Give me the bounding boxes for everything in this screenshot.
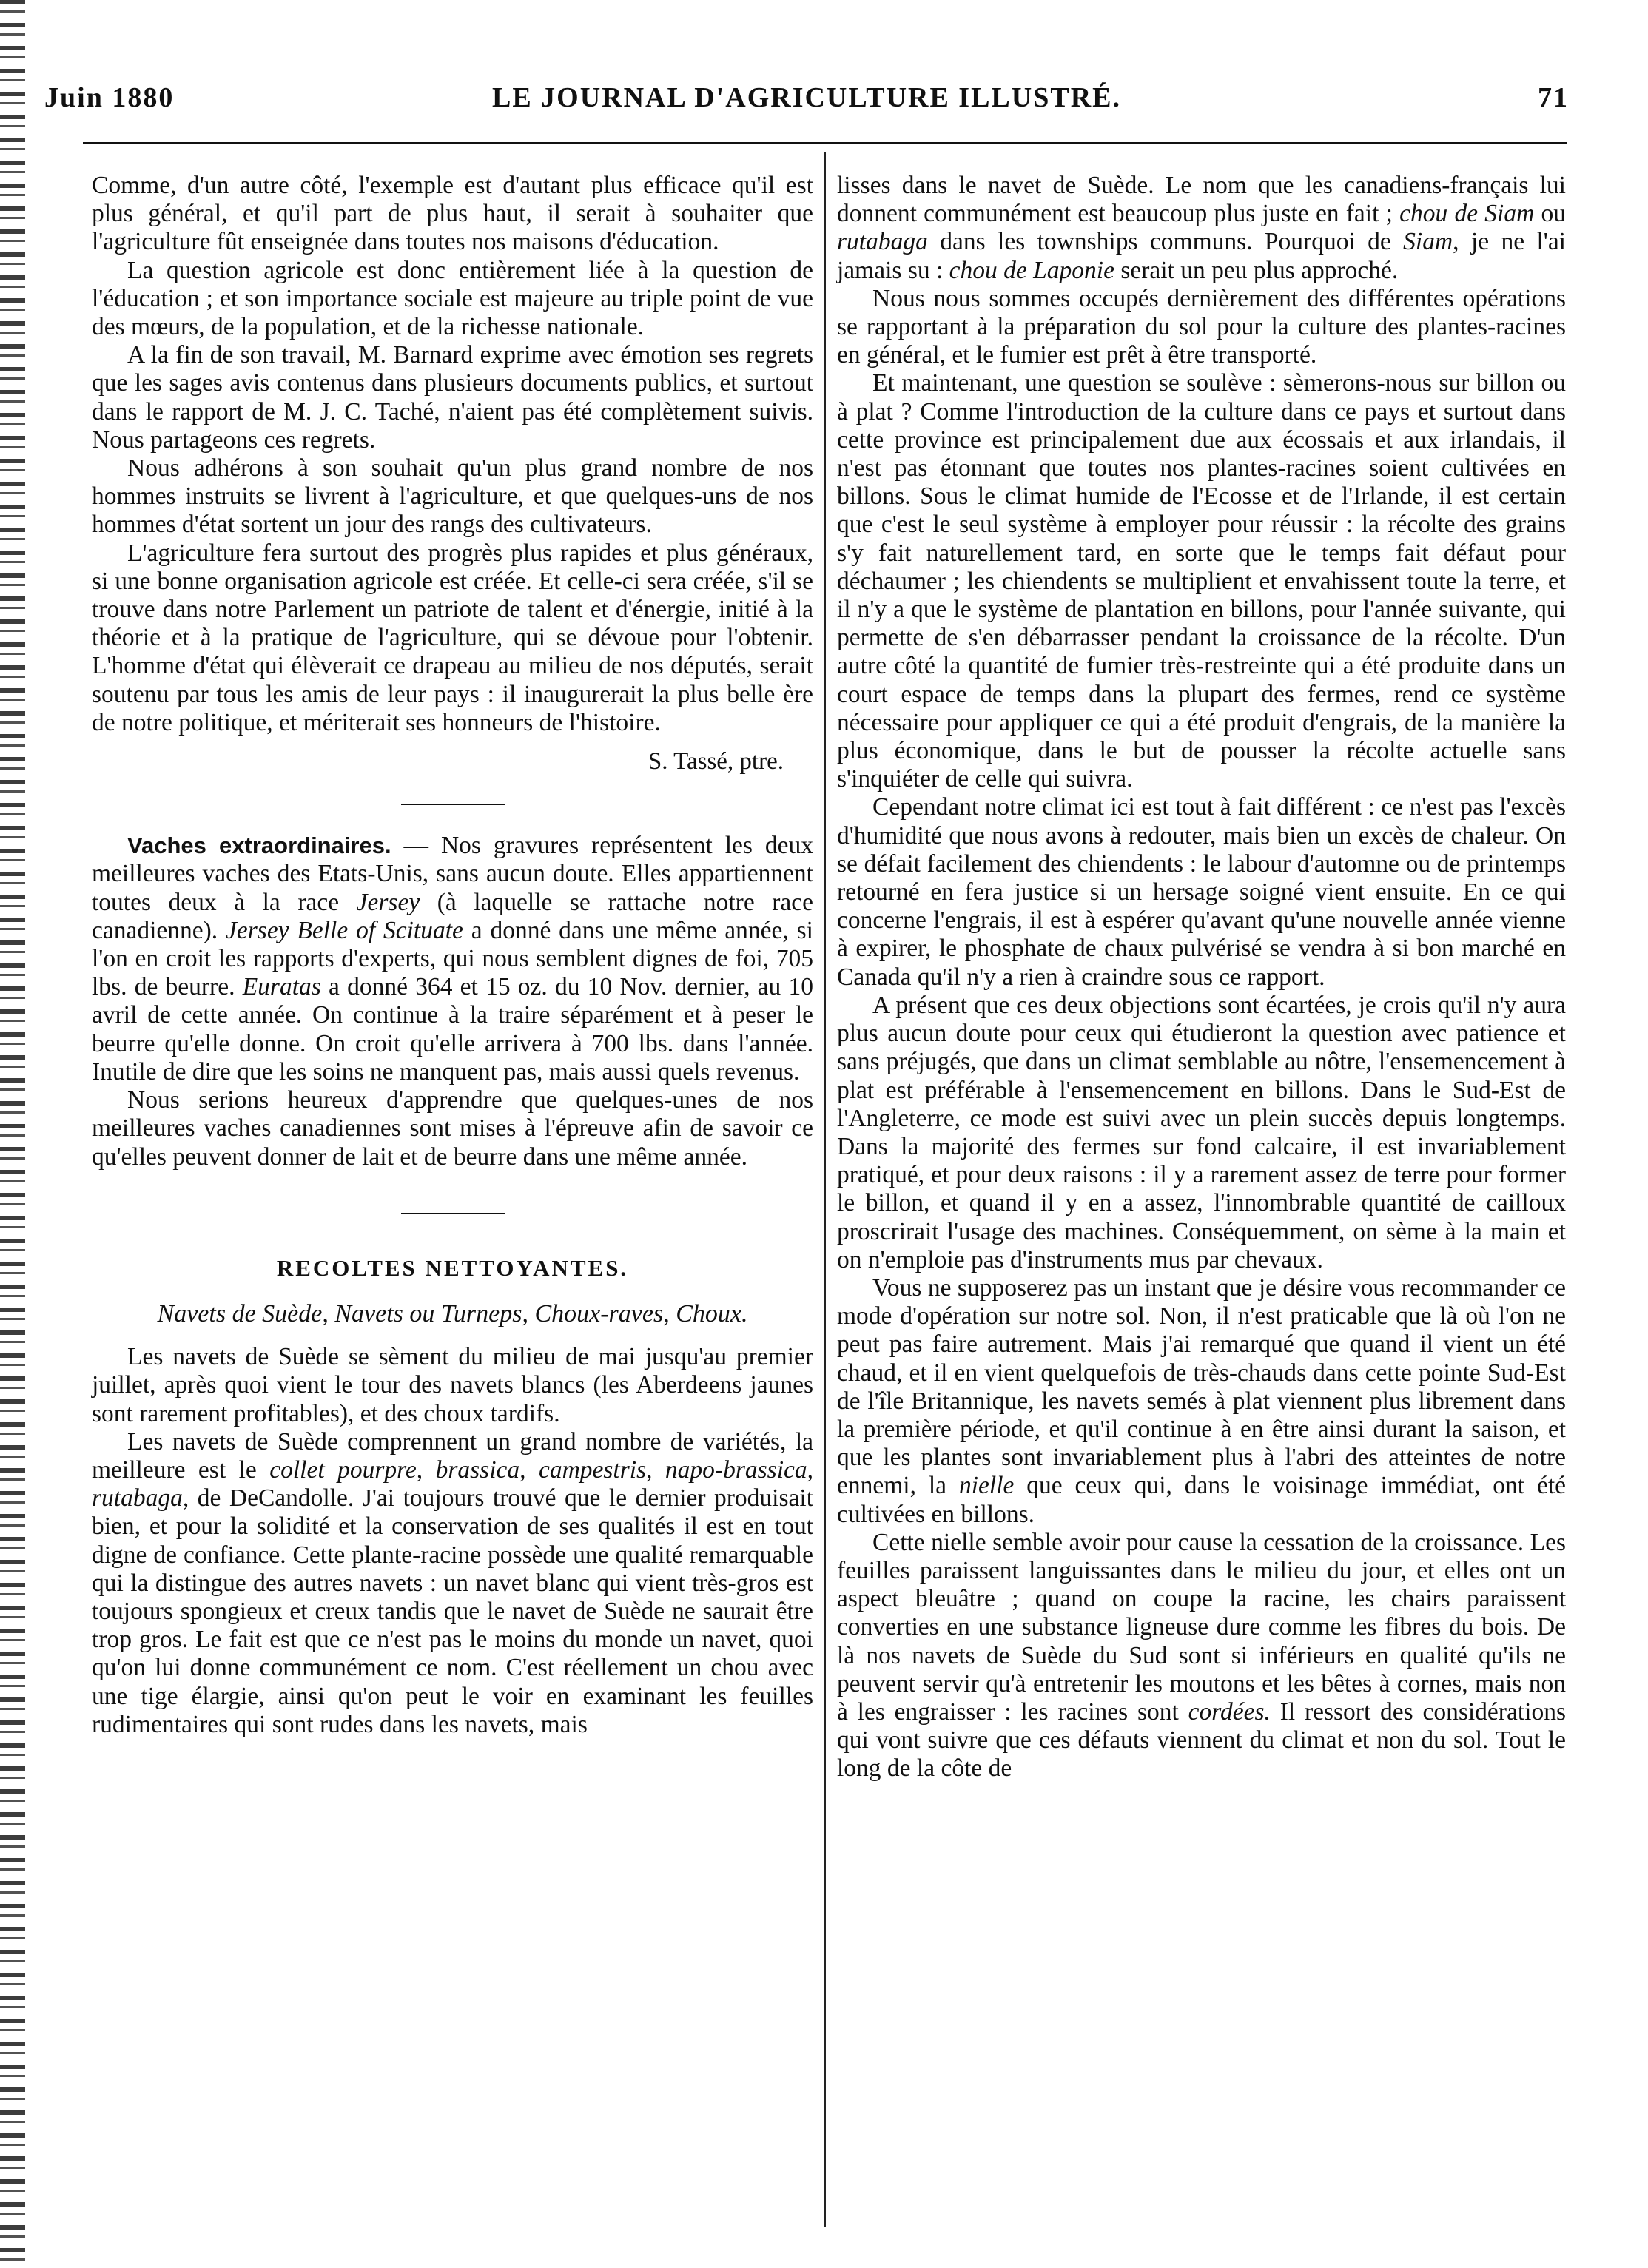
article-vaches: Vaches extraordinaires. — Nos gravures représentent les deux meilleures vaches des Etats-Unis, sans aucun doute. Elles appartiennent toutes deux à la race Jersey (à laquelle se rattache notre race canadienne). Jersey Belle of Scituate a donné dans une même année, si l'on en croit les rapports d'experts, qui nous semblent dignes de foi, 705 lbs. de beurre. Euratas a donné 364 et 15 oz. du 10 Nov. dernier, au 10 avril de cette année. On continue à la traire séparément et à peser le beurre qu'elle donne. On croit qu'elle arrivera à 700 lbs. dans l'année. Inutile de dire que les soins ne manquent pas, mais aussi quels revenus. [92, 832, 814, 1086]
paragraph: Vous ne supposerez pas un instant que je désire vous recommander ce mode d'opération sur notre sol. Non, il n'est praticable que là où l'on ne peut pas faire autrement. Mais j'ai remarqué que quand il vient un été chaud, et il en vient quelquefois de très-chauds dans cette pointe Sud-Est de l'île Britannique, les navets semés à plat viennent plus librement dans la première période, et qu'il continue à en être ainsi durant la saison, et que les plantes sont invariablement plus à l'abri des atteintes de notre ennemi, la nielle que ceux qui, dans le voisinage immédiat, ont été cultivées en billons. [837, 1273, 1567, 1528]
header-rule [83, 142, 1567, 144]
left-column [92, 172, 813, 1739]
header-date: Juin 1880 [44, 82, 175, 113]
article-runin-title: Vaches extraordinaires. [127, 832, 391, 859]
author-signature: S. Tassé, ptre. [648, 748, 784, 775]
page-number: 71 [1538, 82, 1569, 113]
section-title: RECOLTES NETTOYANTES. [276, 1254, 629, 1281]
paragraph: Les navets de Suède comprennent un grand nombre de variétés, la meilleure est le collet pourpre, brassica, campestris, napo-brassica, rutabaga, de DeCandolle. J'ai toujours trouvé que le dernier produisait bien, et pour la solidité et la conservation de ses qualités il est en tout digne de confiance. Cette plante-racine possède une qualité remarquable qui la distingue des autres navets : un navet blanc qui vient très-gros est toujours spongieux et creux tandis que le navet de Suède ne saurait être trop gros. Le fait est que ce n'est pas le moins du monde un navet, quoi qu'on lui donne communément ce nom. C'est réellement un chou avec une tige élargie, ainsi qu'on peut le voir en examinant les feuilles rudimentaires qui sont rudes dans les navets, mais [92, 1427, 813, 1738]
paragraph: Cette nielle semble avoir pour cause la cessation de la croissance. Les feuilles paraissent languissantes dans le milieu du jour, et elles ont un aspect bleuâtre ; quand on coupe la racine, les chairs paraissent converties en une substance ligneuse dure comme les fibres du bois. De là nos navets de Suède du Sud sont si inférieurs en qualité qu'ils ne peuvent servir qu'à entretenir les moutons et les bêtes à cornes, mais non à les engraisser : les racines sont cordées. Il ressort des considérations qui vont suivre que ces défauts viennent du climat et non du sol. Tout le long de la côte de [837, 1528, 1566, 1783]
section-divider [401, 804, 505, 805]
paragraph: Comme, d'un autre côté, l'exemple est d'autant plus efficace qu'il est plus général, et qu'il part de plus haut, il serait à souhaiter que l'agriculture fût enseignée dans toutes nos maisons d'éducation. [92, 172, 813, 256]
paragraph: L'agriculture fera surtout des progrès plus rapides et plus généraux, si une bonne organisation agricole est créée. Et celle-ci sera créée, s'il se trouve dans notre Parlement un patriote de talent et d'énergie, initié à la théorie et à la pratique de l'agriculture, qui se dévoue pour l'obtenir. L'homme d'état qui élèverait ce drapeau au milieu de nos députés, serait soutenu par tous les amis de leur pays : il inaugurerait la plus belle ère de notre politique, et mériterait ses honneurs de l'histoire. [92, 539, 813, 736]
paragraph: lisses dans le navet de Suède. Le nom que les canadiens-français lui donnent communément est beaucoup plus juste en fait ; chou de Siam ou rutabaga dans les townships communs. Pourquoi de Siam, je ne l'ai jamais su : chou de Laponie serait un peu plus approché. [837, 172, 1567, 284]
right-column [837, 172, 1566, 1783]
paragraph: Nous adhérons à son souhait qu'un plus grand nombre de nos hommes instruits se livrent à l'agriculture, et que quelques-uns de nos hommes d'état sortent un jour des rangs des cultivateurs. [92, 454, 813, 539]
paragraph: A la fin de son travail, M. Barnard exprime avec émotion ses regrets que les sages avis contenus dans plusieurs documents publics, et surtout dans le rapport de M. J. C. Taché, n'aient pas été complètement suivis. Nous partageons ces regrets. [92, 341, 813, 454]
paragraph: A présent que ces deux objections sont écartées, je crois qu'il n'y aura plus aucun doute pour ceux qui étudieront la question avec patience et sans préjugés, que dans un climat semblable au nôtre, l'ensemencement à plat est préférable à l'ensemencement en billons. Dans le Sud-Est de l'Angleterre, ce mode est suivi avec un plein succès depuis longtemps. Dans la majorité des fermes sur fond calcaire, il est invariablement pratiqué, et pour deux raisons : il y a rarement assez de terre pour former le billon, et quand il y en a assez, l'innombrable quantité de cailloux proscrirait l'usage des machines. Conséquemment, on sème à la main et on n'emploie pas d'instruments mus par chevaux. [837, 991, 1566, 1273]
paragraph: Nous nous sommes occupés dernièrement des différentes opérations se rapportant à la préparation du sol pour la culture des plantes-racines en général, et le fumier est prêt à être transporté. [837, 284, 1566, 369]
paragraph: Cependant notre climat ici est tout à fait différent : ce n'est pas l'excès d'humidité que nous avons à redouter, mais bien un excès de chaleur. On se défait facilement des chiendents : le labour d'automne ou de printemps retourné en fera justice si un hersage soigné vient ensuite. En ce qui concerne l'engrais, il est à espérer qu'avant qu'une nouvelle année vienne à expirer, le phosphate de chaux pulvérisé se vendra à si bon marché en Canada qu'il n'y a rien à craindre sous ce rapport. [837, 793, 1566, 991]
paragraph: Nous serions heureux d'apprendre que quelques-unes de nos meilleures vaches canadiennes sont mises à l'épreuve afin de savoir ce qu'elles peuvent donner de lait et de beurre dans une même année. [92, 1086, 813, 1171]
section-divider [401, 1213, 505, 1214]
column-divider [824, 152, 826, 2227]
journal-title: LE JOURNAL D'AGRICULTURE ILLUSTRÉ. [491, 82, 1121, 113]
paragraph: Les navets de Suède se sèment du milieu de mai jusqu'au premier juillet, après quoi vient le tour des navets blancs (les Aberdeens jaunes sont rarement profitables), et des choux tardifs. [92, 1343, 813, 1427]
paragraph: La question agricole est donc entièrement liée à la question de l'éducation ; et son importance sociale est majeure au triple point de vue des mœurs, de la population, et de la richesse nationale. [92, 256, 813, 341]
paragraph: Et maintenant, une question se soulève : sèmerons-nous sur billon ou à plat ? Comme l'introduction de la culture dans ce pays et surtout dans cette province est principalement due aux écossais et aux irlandais, il n'est pas étonnant que toutes nos plantes-racines soient cultivées en billons. Sous le climat humide de l'Ecosse et de l'Irlande, il est certain que c'est le seul système à employer pour réussir : la récolte des grains s'y fait naturellement tard, en sorte que le temps fait défaut pour déchaumer ; les chiendents se multiplient et envahissent toute la terre, et il n'y a que le système de plantation en billons, pour l'année suivante, qui permette de s'en débarrasser pendant la croissance de la récolte. D'un autre côté la quantité de fumier très-restreinte qui a été produite dans un court espace de temps dans la plupart des fermes, rend ce système nécessaire pour appliquer ce qui a été produit d'engrais, de la manière la plus économique, dans le but de pousser la récolte actuelle sans s'inquiéter de celle qui suivra. [837, 369, 1566, 793]
binding-edge [0, 0, 25, 2268]
section-subtitle: Navets de Suède, Navets ou Turneps, Choux-raves, Choux. [157, 1299, 748, 1328]
page-header [44, 81, 1569, 126]
